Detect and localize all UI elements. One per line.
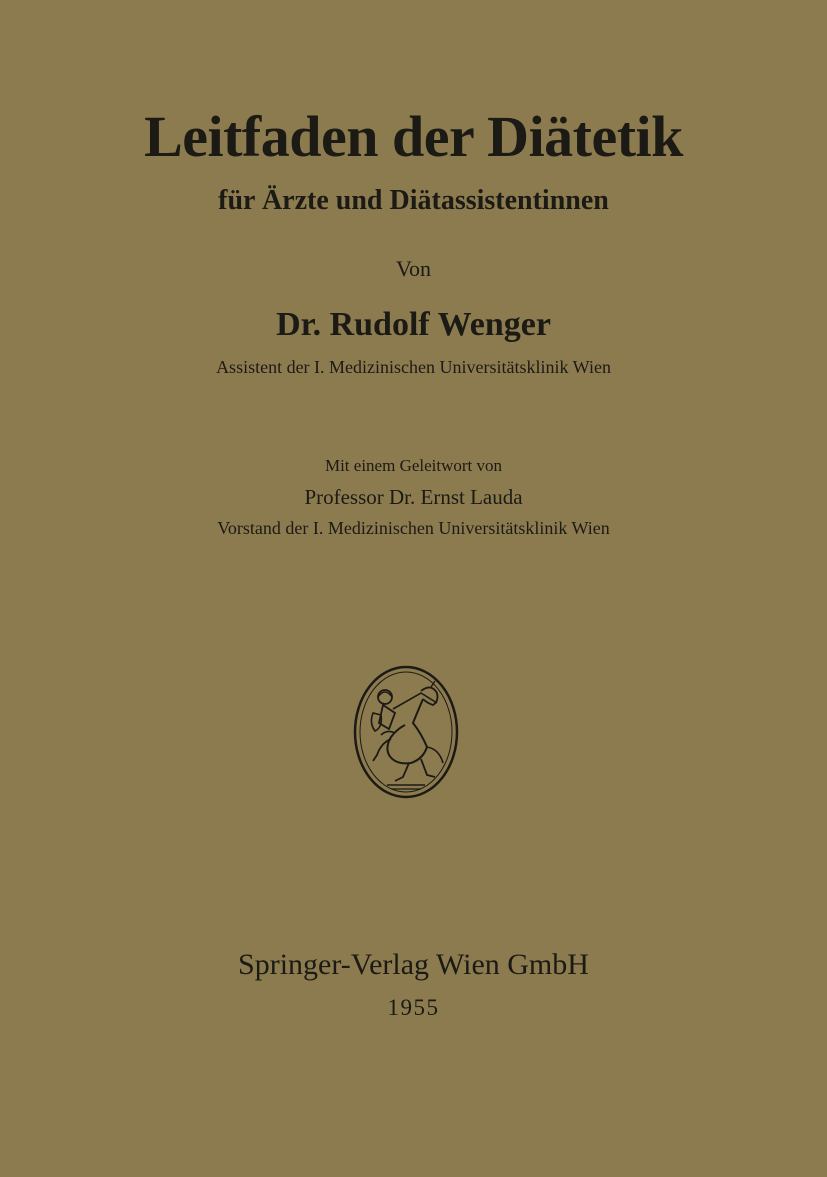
publication-year: 1955 xyxy=(387,995,440,1020)
foreword-affiliation: Vorstand der I. Medizinischen Universitätsklinik Wien xyxy=(217,518,610,538)
foreword-intro: Mit einem Geleitwort von xyxy=(324,456,503,475)
book-title: Leitfaden der Diätetik xyxy=(144,104,683,169)
author-affiliation: Assistent der I. Medizinischen Universitätsklinik Wien xyxy=(216,357,611,377)
book-subtitle: für Ärzte und Diätassistentinnen xyxy=(218,185,609,216)
author-name: Dr. Rudolf Wenger xyxy=(276,306,551,343)
springer-knight-emblem-icon xyxy=(351,663,461,801)
foreword-author: Professor Dr. Ernst Lauda xyxy=(304,485,523,509)
by-label: Von xyxy=(395,256,432,281)
publisher-name: Springer-Verlag Wien GmbH xyxy=(238,948,589,981)
